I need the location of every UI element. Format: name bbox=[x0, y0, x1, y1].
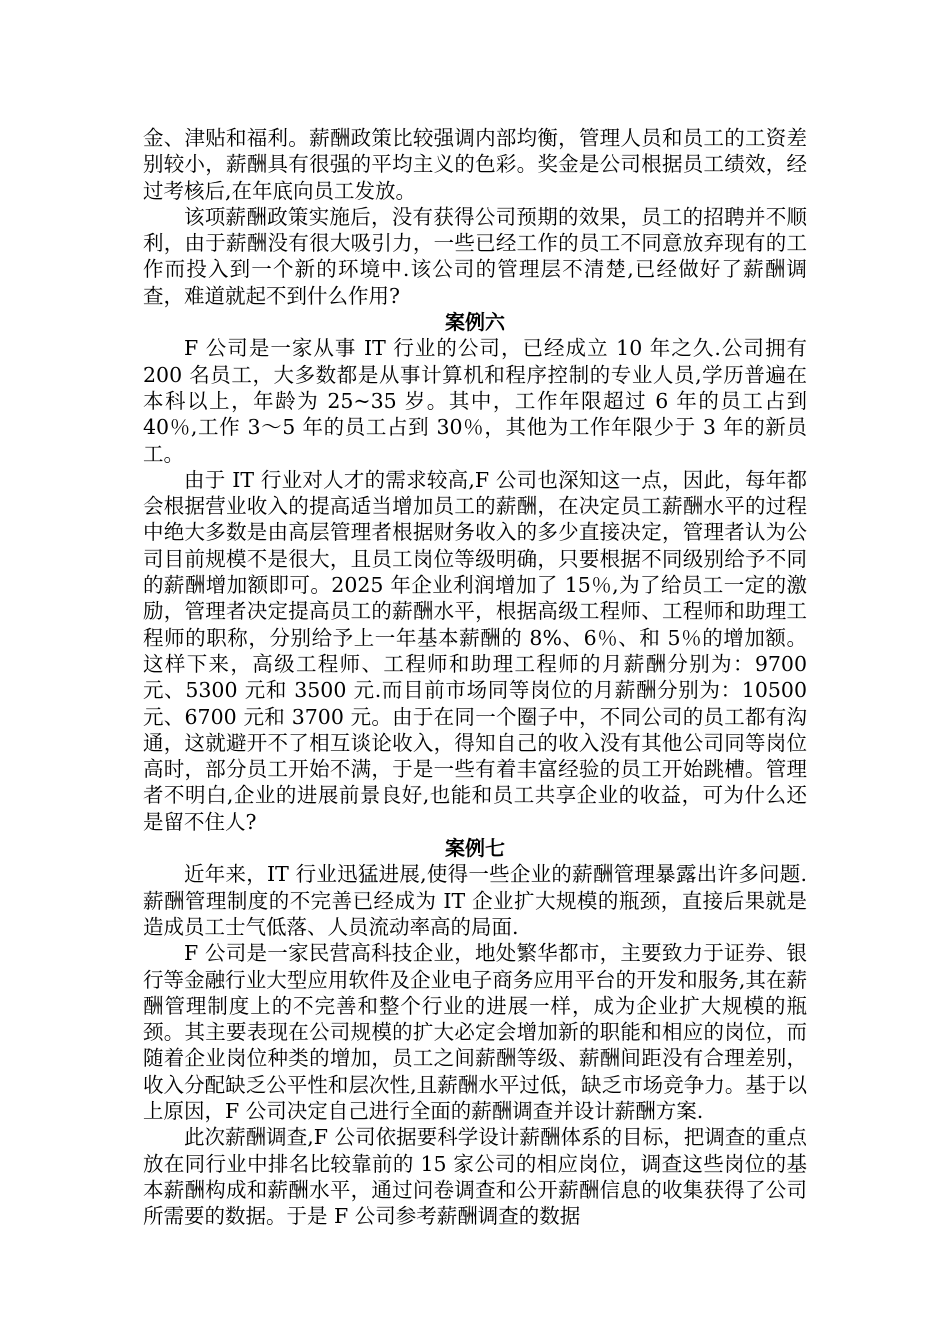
case6-paragraph-2: 由于 IT 行业对人才的需求较高,F 公司也深知这一点，因此，每年都会根据营业收入的提高适当增加员工的薪酬，在决定员工薪酬水平的过程中绝大多数是由高层管理者根据财务收入的多少直接决定，管理者认为公司目前规模不是很大，且员工岗位等级明确，只要根据不同级别给予不同的薪酬增加额即可。2025 年企业利润增加了 15％,为了给员工一定的激励，管理者决定提高员工的薪酬水平，根据高级工程师、工程师和助理工程师的职称，分别给予上一年基本薪酬的 8%、6％、和 5％的增加额。这样下来，高级工程师、工程师和助理工程师的月薪酬分别为：9700 元、5300 元和 3500 元.而目前市场同等岗位的月薪酬分别为：10500 元、6700 元和 3700 元。由于在同一个圈子中，不同公司的员工都有沟通，这就避开不了相互谈论收入，得知自己的收入没有其他公司同等岗位高时，部分员工开始不满，于是一些有着丰富经验的员工开始跳槽。管理者不明白,企业的进展前景良好,也能和员工共享企业的收益，可为什么还是留不住人? bbox=[143, 467, 807, 834]
case7-heading: 案例七 bbox=[445, 836, 505, 861]
intro-paragraph-1: 金、津贴和福利。薪酬政策比较强调内部均衡，管理人员和员工的工资差别较小，薪酬具有很强的平均主义的色彩。奖金是公司根据员工绩效，经过考核后,在年底向员工发放。 bbox=[143, 126, 807, 203]
case6-paragraph-1: F 公司是一家从事 IT 行业的公司，已经成立 10 年之久.公司拥有 200 名员工，大多数都是从事计算机和程序控制的专业人员,学历普遍在本科以上，年龄为 25~35 岁。其中，工作年限超过 6 年的员工占到 40％,工作 3～5 年的员工占到 30％，其他为工作年限少于 3 年的新员工。 bbox=[143, 336, 807, 466]
case7-paragraph-2: F 公司是一家民营高科技企业，地处繁华都市，主要致力于证券、银行等金融行业大型应用软件及企业电子商务应用平台的开发和服务,其在薪酬管理制度上的不完善和整个行业的进展一样，成为企业扩大规模的瓶颈。其主要表现在公司规模的扩大必定会增加新的职能和相应的岗位，而随着企业岗位种类的增加，员工之间薪酬等级、薪酬间距没有合理差别，收入分配缺乏公平性和层次性,且薪酬水平过低，缺乏市场竞争力。基于以上原因，F 公司决定自己进行全面的薪酬调查并设计薪酬方案. bbox=[143, 941, 807, 1123]
intro-paragraph-2: 该项薪酬政策实施后，没有获得公司预期的效果，员工的招聘并不顺利，由于薪酬没有很大吸引力，一些已经工作的员工不同意放弃现有的工作而投入到一个新的环境中.该公司的管理层不清楚,已经做好了薪酬调查，难道就起不到什么作用? bbox=[143, 204, 807, 308]
document-page bbox=[143, 125, 807, 1229]
case7-paragraph-3: 此次薪酬调查,F 公司依据要科学设计薪酬体系的目标，把调查的重点放在同行业中排名比较靠前的 15 家公司的相应岗位，调查这些岗位的基本薪酬构成和薪酬水平，通过问卷调查和公开薪酬信息的收集获得了公司所需要的数据。于是 F 公司参考薪酬调查的数据 bbox=[143, 1125, 807, 1229]
case6-heading: 案例六 bbox=[445, 310, 505, 335]
case7-paragraph-1: 近年来，IT 行业迅猛进展,使得一些企业的薪酬管理暴露出许多问题.薪酬管理制度的不完善已经成为 IT 企业扩大规模的瓶颈，直接后果就是造成员工士气低落、人员流动率高的局面. bbox=[143, 862, 807, 939]
